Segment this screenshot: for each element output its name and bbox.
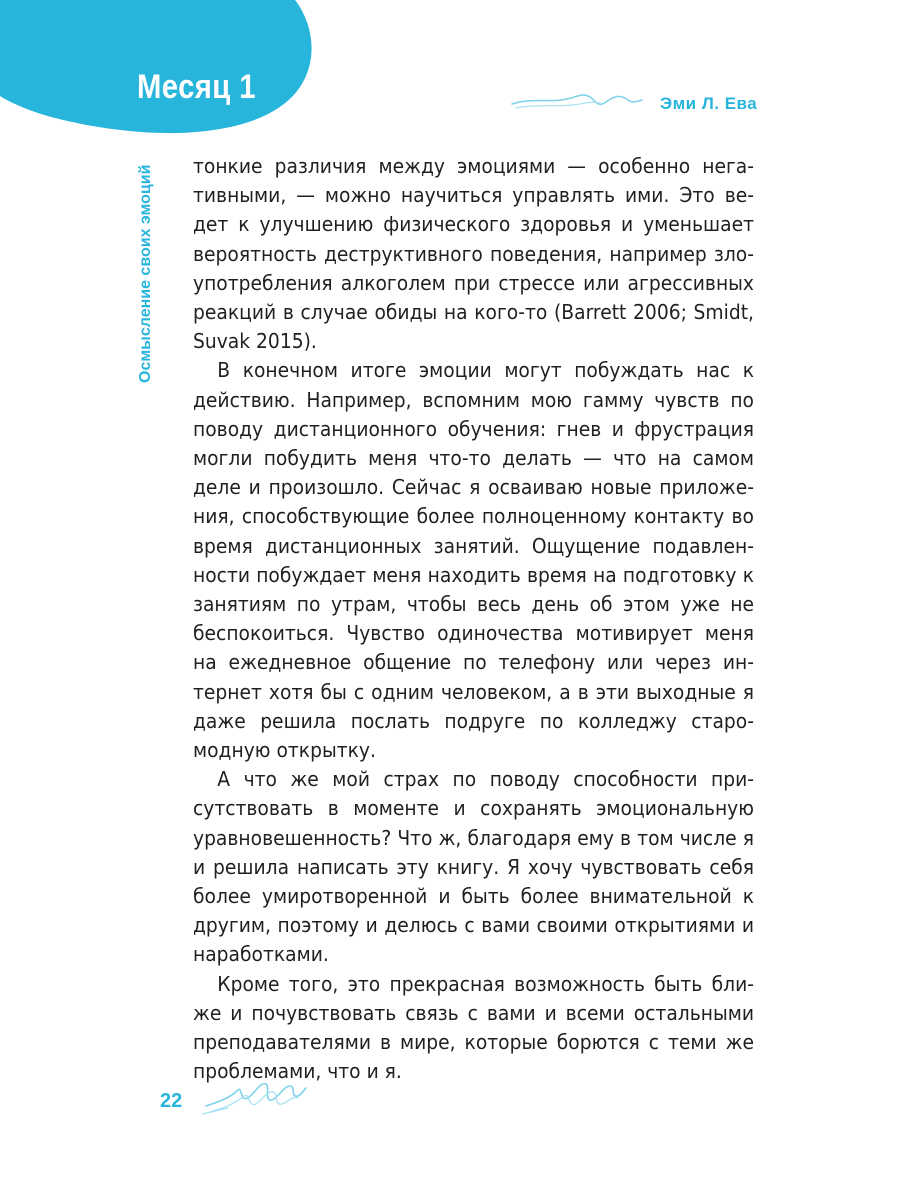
wave-icon: [510, 88, 650, 116]
author-name: Эми Л. Ева: [660, 94, 758, 113]
section-title-text: Осмысление своих эмоций: [137, 164, 154, 383]
page-number: 22: [160, 1090, 183, 1112]
paragraph: А что же мой страх по поводу способности присутствовать в моменте и сохранять эмоциональную уравновешенность? Что ж, благодаря ему в том числе я и решила написать эту книгу. Я хочу чувствовать себя более умиротворенной и быть более внимательной к другим, поэтому и делюсь с вами своими открытиями и наработками.: [193, 767, 754, 967]
paragraph: тонкие различия между эмоциями — особенно негативными, — можно научиться управлять ими. Это ведет к улучшению физического здоровья и уменьшает вероятность деструктивного поведения, например злоупотребления алкоголем при стрессе или агрессивных реакций в случае обиды на кого-то (Barrett 2006; Smidt, Suvak 2015).: [193, 154, 754, 354]
month-label: Месяц 1: [137, 68, 256, 106]
paragraph: Кроме того, это прекрасная возможность быть ближе и почувствовать связь с вами и всеми остальными преподавателями в мире, которые борются с теми же проблемами, что и я.: [193, 971, 754, 1084]
paragraph: В конечном итоге эмоции могут побуждать нас к действию. Например, вспомним мою гамму чувств по поводу дистанционного обучения: гнев и фрустрация могли побудить меня что-то делать — что на самом деле и произошло. Сейчас я осваиваю новые приложения, способствующие более полноценному контакту во время дистанционных занятий. Ощущение подавленности побуждает меня находить время на подготовку к занятиям по утрам, чтобы весь день об этом уже не беспокоиться. Чувство одиночества мотивирует меня на ежедневное общение по телефону или через интернет хотя бы с одним человеком, а в эти выходные я даже решила послать подруге по колледжу старомодную открытку.: [193, 358, 754, 763]
scribble-icon: [200, 1072, 310, 1120]
section-title-vertical: [136, 143, 156, 383]
body-text: [193, 152, 754, 1087]
